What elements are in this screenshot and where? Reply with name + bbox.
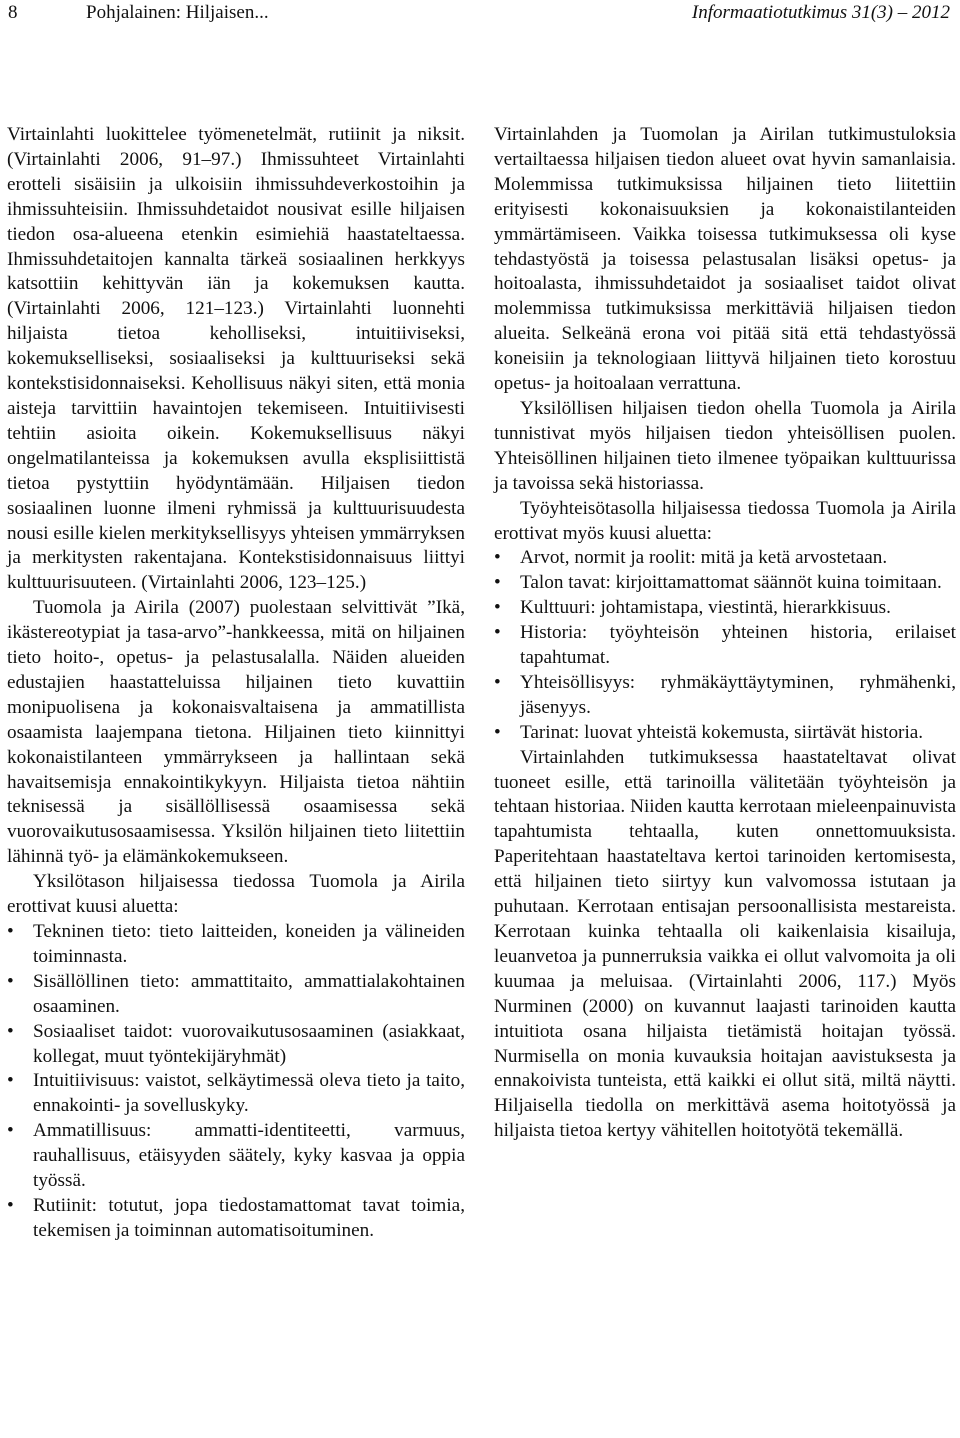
paragraph: Työyhteisötasolla hiljaisessa tiedossa Tuomola ja Airila erottivat myös kuusi aluetta: [494,497,956,544]
list-item [494,721,956,746]
list-item-text: Arvot, normit ja roolit: mitä ja ketä arvostetaan. [520,547,888,569]
page-number: 8 [8,2,18,23]
list-item-text: Ammatillisuus: ammatti-identiteetti, varmuus, rauhallisuus, etäisyyden säätely, kyky kasvaa ja oppia työssä. [33,1120,465,1192]
paragraph: Virtainlahden tutkimuksessa haastateltavat olivat tuoneet esille, että tarinoilla välitetään työyhteisön ja tehtaan historiaa. Niiden kautta kerrotaan mieleenpainuvista tapahtumista tehtaalla, kuten onnettomuuksista. Paperitehtaan haastateltava kertoi tarinoiden kertomisesta, että hiljainen tieto siirtyy kun valvomossa istutaan ja puhutaan. Kerrotaan entisajan persoonallisista mestareista. Kerrotaan kuinka tehtaalla oli kaikenlaisia kisailuja, leuanvetoa ja punnerruksia vaikka ei ollut valvomoita ja oli kuumaa ja meluisaa. (Virtainlahti 2006, 117.) Myös Nurminen (2000) on kuvannut laajasti tarinoiden kautta intuitiota osana hiljaista tietämistä hoitajan työssä. Nurmisella on monia kuvauksia hoitajan aavistuksesta ja ennakoivista tunteista, että kaikki ei ollut sitä, miltä näytti. Hiljaisella tiedolla on merkittävä asema hoitotyössä ja hiljaista tietoa kertyy vähitellen hoitotyötä tekemällä. [494,746,956,1142]
page-header [0,0,960,40]
bullet-icon: • [7,921,14,942]
list-item-text: Rutiinit: totutut, jopa tiedostamattomat tavat toimia, tekemisen ja toiminnan automatisoituminen. [33,1194,465,1241]
bullet-icon: • [494,721,501,743]
bullet-icon: • [7,1070,14,1092]
list-item [494,571,956,596]
bullet-icon: • [7,1194,14,1216]
list-item-text: Historia: työyhteisön yhteinen historia, erilaiset tapahtumat. [520,622,956,669]
list-item [7,1119,465,1194]
right-column [494,123,956,1144]
list-item [7,1194,465,1244]
left-column [7,123,465,1244]
bullet-icon: • [494,547,501,569]
list-item-text: Yhteisöllisyys: ryhmäkäyttäytyminen, ryhmähenki, jäsenyys. [520,671,956,718]
paragraph: Virtainlahti luokittelee työmenetelmät, rutiinit ja niksit. (Virtainlahti 2006, 91–97.) Ihmissuhteet Virtainlahti erotteli sisäisiin ja ulkoisiin ihmissuhdeverkostoihin ja ihmissuhteisiin. Ihmissuhdetaidot nousivat esille hiljaisen tiedon osa-alueena etenkin esimiehiä haastateltaessa. Ihmissuhdetaitojen kannalta tärkeä sosiaalinen herkkyys katsottiin kehittyvän iän ja kokemuksen kautta. (Virtainlahti 2006, 121–123.) Virtainlahti luonnehti hiljaista tietoa keholliseksi, intuitiiviseksi, kokemukselliseksi, sosiaaliseksi ja kulttuuriseksi sekä kontekstisidonnaiseksi. Kehollisuus näkyi siten, että monia aisteja tarvittiin havaintojen tekemiseen. Intuitiivisesti tehtiin asioita oikein. Kokemuksellisuus näkyi ongelmatilanteissa ja kokemuksen avulla eksplisiittistä tietoa pystyttiin hyödyntämään. Hiljaisen tiedon sosiaalinen luonne ilmeni ryhmissä ja kulttuurisuudesta nousi esille kielen merkityksellisyys yhteisen ymmärryksen ja merkitysten rakentajana. Kontekstisidonnaisuus liittyi kulttuurisuuteen. (Virtainlahti 2006, 123–125.) [7,124,465,594]
bullet-icon: • [494,622,501,644]
list-item [494,671,956,721]
bullet-list [494,546,956,745]
list-item-text: Tarinat: luovat yhteistä kokemusta, siirtävät historia. [520,721,924,743]
list-item [7,1020,465,1070]
list-item [494,596,956,621]
list-item [7,920,465,970]
paragraph: Yksilötason hiljaisessa tiedossa Tuomola ja Airila erottivat kuusi aluetta: [7,871,465,918]
paragraph: Virtainlahden ja Tuomolan ja Airilan tutkimustuloksia vertailtaessa hiljaisen tiedon alueet ovat hyvin samanlaisia. Molemmissa tutkimuksissa hiljainen tieto liitettiin erityisesti kokonaisuuksien ja kokonaistilanteiden ymmärtämiseen. Vaikka toisessa tutkimuksessa oli kyse tehdastyöstä ja toisessa pelastusalan lisäksi opetus- ja hoitoalasta, ihmissuhdetaidot ja sosiaaliset taidot olivat molemmissa tutkimuksissa merkittäviä hiljaisen tiedon alueita. Selkeänä erona voi pitää sitä että tehdastyössä koneisiin ja teknologiaan liittyvä hiljainen tieto korostuu opetus- ja hoitoalaan verrattuna. [494,124,956,395]
journal-citation: Informaatiotutkimus 31(3) – 2012 [691,2,950,23]
list-item [494,621,956,671]
list-item-text: Sosiaaliset taidot: vuorovaikutusosaaminen (asiakkaat, kollegat, muut työntekijäryhmät) [33,1020,465,1067]
bullet-icon: • [494,572,501,594]
list-item-text: Intuitiivisuus: vaistot, selkäytimessä oleva tieto ja taito, ennakointi- ja sovelluskyky. [33,1070,465,1117]
bullet-icon: • [7,1120,14,1142]
list-item [494,546,956,571]
bullet-list [7,920,465,1244]
bullet-icon: • [494,671,501,693]
list-item-text: Kulttuuri: johtamistapa, viestintä, hierarkkisuus. [520,597,891,619]
running-title: Pohjalainen: Hiljaisen... [86,2,269,23]
list-item-text: Sisällöllinen tieto: ammattitaito, ammattialakohtainen osaaminen. [33,970,465,1017]
bullet-icon: • [494,597,501,619]
bullet-icon: • [7,970,14,992]
list-item-text: Talon tavat: kirjoittamattomat säännöt kuina toimitaan. [520,572,942,594]
list-item [7,1069,465,1119]
bullet-icon: • [7,1020,14,1042]
list-item [7,970,465,1020]
paragraph: Yksilöllisen hiljaisen tiedon ohella Tuomola ja Airila tunnistivat myös hiljaisen tiedon yhteisöllisen puolen. Yhteisöllinen hiljainen tieto ilmenee työpaikan kulttuurissa ja tavoissa sekä historiassa. [494,397,956,494]
paragraph: Tuomola ja Airila (2007) puolestaan selvittivät ”Ikä, ikästereotypiat ja tasa-arvo”-hankkeessa, mitä on hiljainen tieto hoito-, opetus- ja pelastusalalla. Näiden alueiden edustajien haastatteluissa hiljainen tieto kuvattiin monipuolisena ja kokonaisvaltaisena ja ammatillista osaamista laajempana tietona. Hiljainen tieto kiinnittyi kokonaistilanteen ymmärrykseen ja hallintaan sekä havaitsemisja ennakointikykyyn. Hiljaista tietoa nähtiin teknisessä ja sisällöllisessä osaamisessa sekä vuorovaikutusosaamisessa. Yksilön hiljainen tieto liitettiin lähinnä työ- ja elämänkokemukseen. [7,597,465,868]
list-item-text: Tekninen tieto: tieto laitteiden, koneiden ja välineiden toiminnasta. [33,921,465,967]
